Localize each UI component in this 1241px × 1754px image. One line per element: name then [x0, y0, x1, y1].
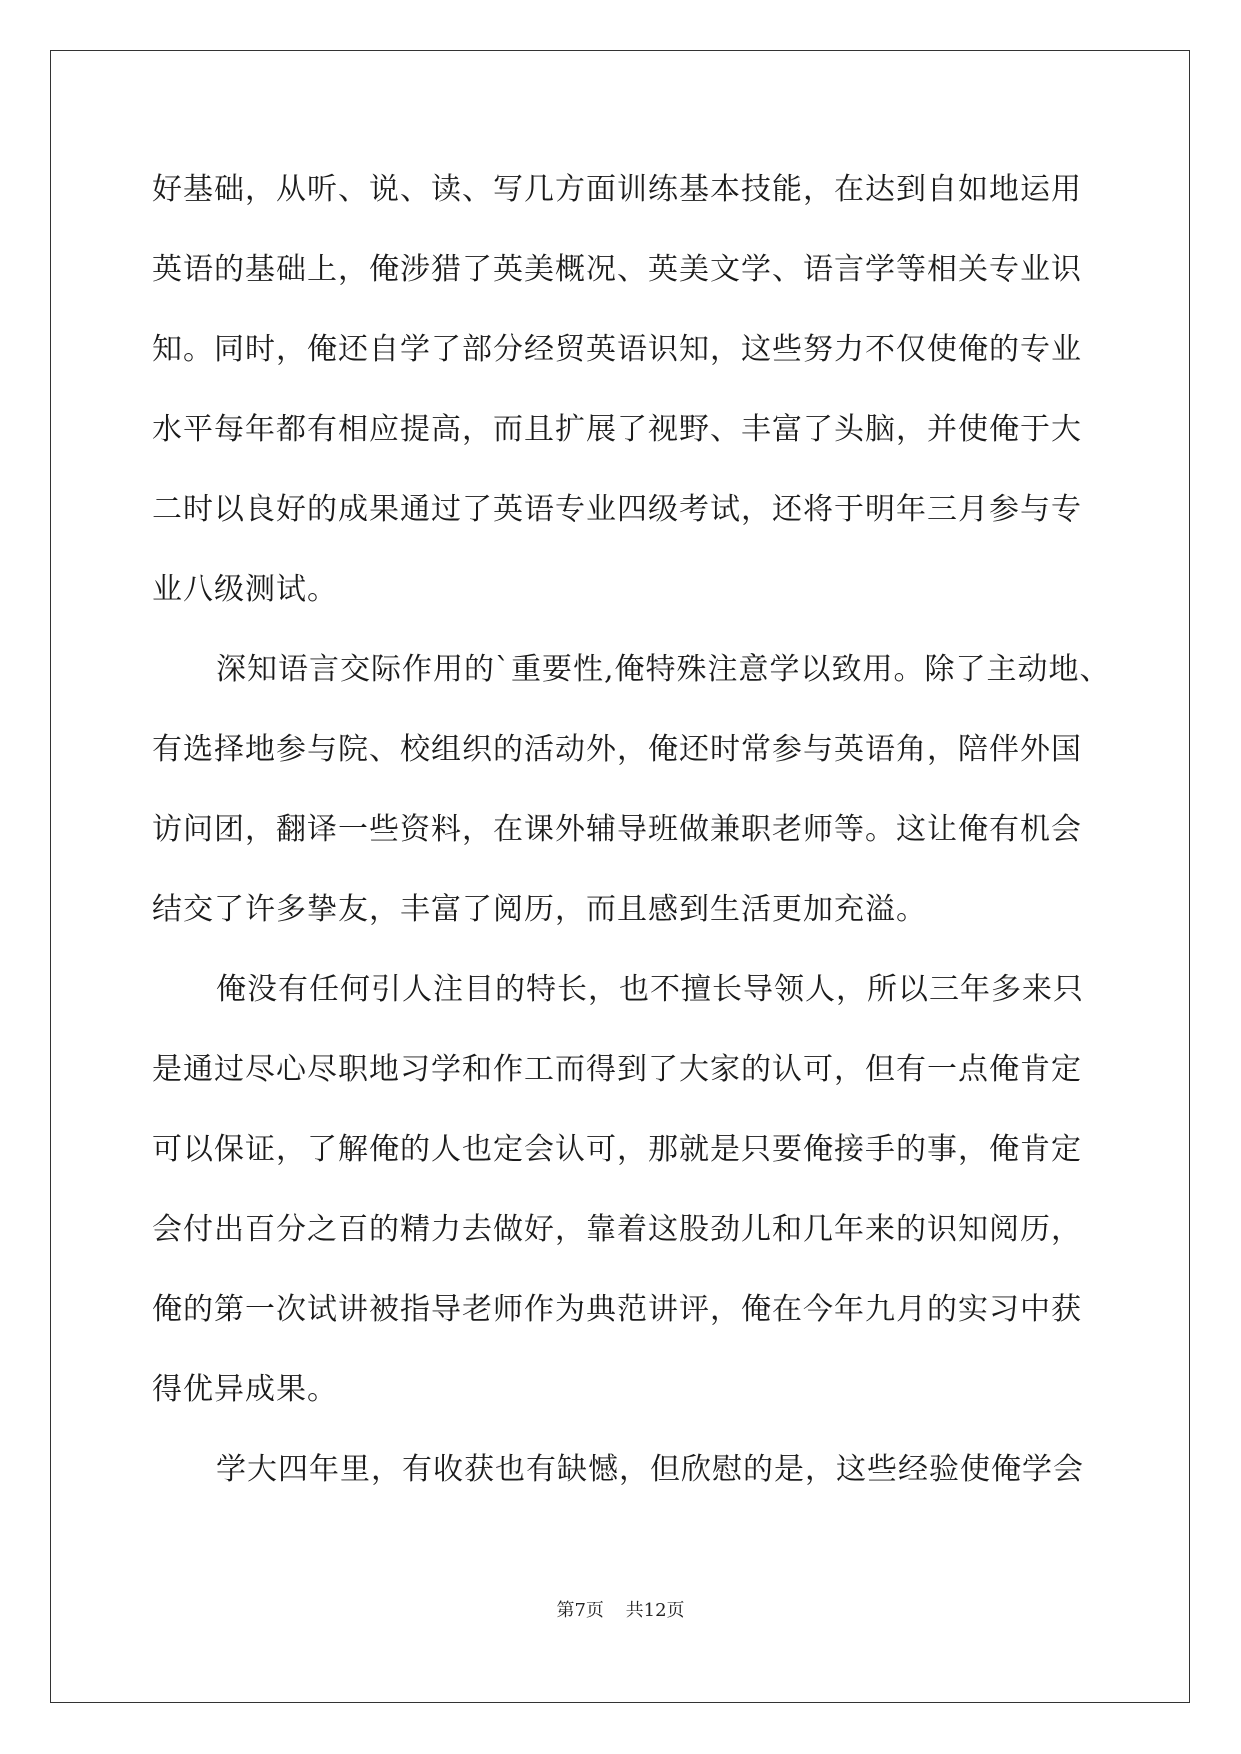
text-line: 业八级测试。 [152, 572, 338, 607]
text-line: 二时以良好的成果通过了英语专业四级考试，还将于明年三月参与专 [152, 492, 1082, 527]
text-line: 会付出百分之百的精力去做好，靠着这股劲儿和几年来的识知阅历， [152, 1212, 1082, 1247]
text-line: 结交了许多挚友，丰富了阅历，而且感到生活更加充溢。 [152, 892, 927, 927]
text-line: 可以保证，了解俺的人也定会认可，那就是只要俺接手的事，俺肯定 [152, 1132, 1082, 1167]
current-page-number: 第7页 [556, 1600, 604, 1621]
text-line: 知。同时，俺还自学了部分经贸英语识知，这些努力不仅使俺的专业 [152, 332, 1082, 367]
text-line: 水平每年都有相应提高，而且扩展了视野、丰富了头脑，并使俺于大 [152, 412, 1082, 447]
text-line: 俺的第一次试讲被指导老师作为典范讲评，俺在今年九月的实习中获 [152, 1292, 1082, 1327]
text-line: 有选择地参与院、校组织的活动外，俺还时常参与英语角，陪伴外国 [152, 732, 1082, 767]
paragraph-first-line: 深知语言交际作用的`重要性,俺特殊注意学以致用。除了主动地、 [216, 652, 1111, 687]
page-footer [0, 1596, 1241, 1622]
total-pages: 共12页 [625, 1600, 685, 1621]
text-line: 英语的基础上，俺涉猎了英美概况、英美文学、语言学等相关专业识 [152, 252, 1082, 287]
document-body [152, 150, 1111, 1510]
text-line: 是通过尽心尽职地习学和作工而得到了大家的认可，但有一点俺肯定 [152, 1052, 1082, 1087]
text-line: 访问团，翻译一些资料，在课外辅导班做兼职老师等。这让俺有机会 [152, 812, 1082, 847]
text-line: 好基础，从听、说、读、写几方面训练基本技能，在达到自如地运用 [152, 172, 1082, 207]
paragraph-first-line: 学大四年里，有收获也有缺憾，但欣慰的是，这些经验使俺学会 [216, 1452, 1084, 1487]
paragraph-first-line: 俺没有任何引人注目的特长，也不擅长导领人，所以三年多来只 [216, 972, 1084, 1007]
text-line: 得优异成果。 [152, 1372, 338, 1407]
